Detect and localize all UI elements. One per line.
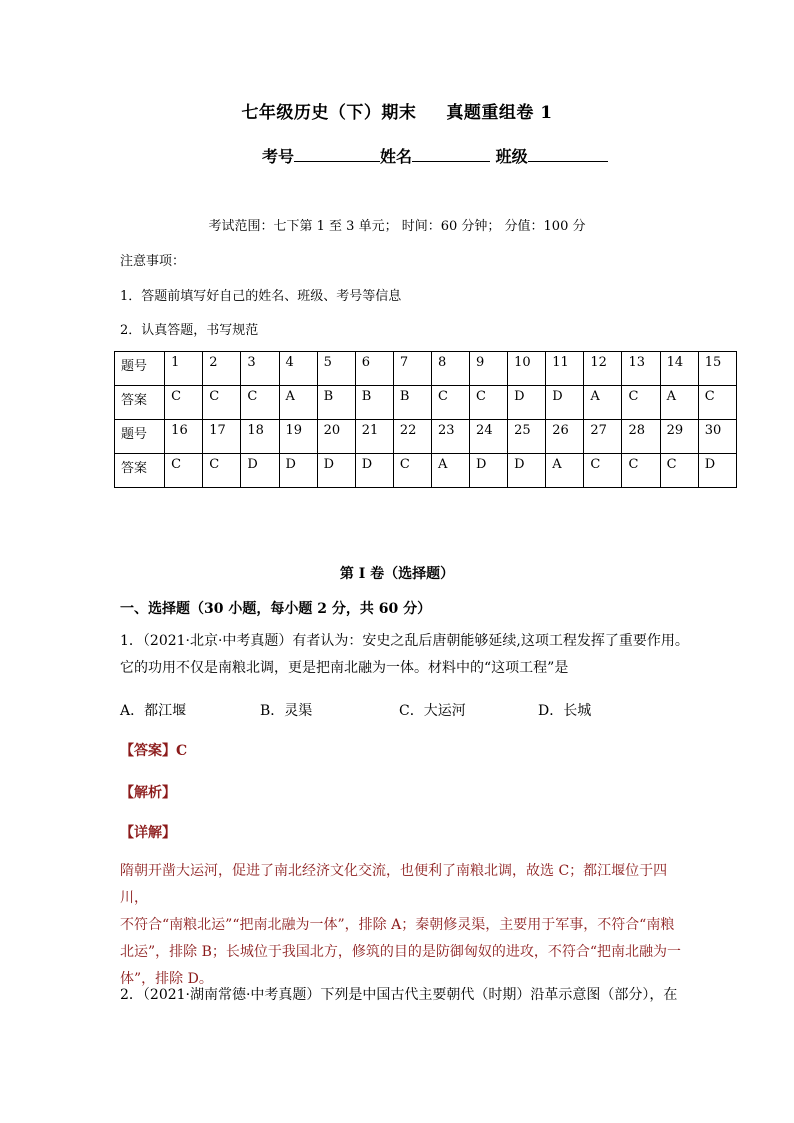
detail-tag: 【详解】 xyxy=(120,825,176,841)
table-cell: 21 xyxy=(355,420,393,454)
table-cell: 20 xyxy=(317,420,355,454)
table-cell: 26 xyxy=(546,420,584,454)
option-b: B．灵渠 xyxy=(260,703,313,719)
table-cell: D xyxy=(355,454,393,488)
table-cell: 16 xyxy=(165,420,203,454)
student-info-line xyxy=(262,144,608,167)
question-1-options xyxy=(120,700,591,720)
table-cell: 8 xyxy=(431,352,469,386)
table-cell: 25 xyxy=(508,420,546,454)
exam-title-right: 真题重组卷 1 xyxy=(446,103,553,123)
table-cell: 5 xyxy=(317,352,355,386)
analysis-tag: 【解析】 xyxy=(120,785,176,801)
table-cell: 22 xyxy=(393,420,431,454)
exam-scope-line: 考试范围：七下第 1 至 3 单元； 时间：60 分钟； 分值：100 分 xyxy=(208,219,586,234)
table-row-numbers-1 xyxy=(115,352,737,386)
table-cell: A xyxy=(546,454,584,488)
exam-title-left: 七年级历史（下）期末 xyxy=(241,103,417,123)
table-cell: C xyxy=(203,454,241,488)
name-label: 姓名 xyxy=(380,147,413,166)
table-cell: C xyxy=(431,386,469,420)
notes-heading: 注意事项： xyxy=(120,254,186,269)
table-cell: D xyxy=(279,454,317,488)
note-item-1: 1．答题前填写好自己的姓名、班级、考号等信息 xyxy=(120,289,402,304)
table-cell: B xyxy=(317,386,355,420)
table-row-label: 答案 xyxy=(115,386,165,420)
table-cell: A xyxy=(431,454,469,488)
table-cell: 15 xyxy=(698,352,736,386)
table-cell: 28 xyxy=(622,420,660,454)
table-cell: 12 xyxy=(584,352,622,386)
table-cell: 11 xyxy=(546,352,584,386)
exam-title xyxy=(0,98,794,123)
table-cell: D xyxy=(508,454,546,488)
explanation-line: 北运”，排除 B；长城位于我国北方，修筑的目的是防御匈奴的进攻，不符合“把南北融为一 xyxy=(120,944,682,960)
table-cell: 19 xyxy=(279,420,317,454)
table-cell: 1 xyxy=(165,352,203,386)
table-row-label: 题号 xyxy=(115,352,165,386)
answer-tag: 【答案】C xyxy=(120,743,188,759)
name-blank[interactable] xyxy=(412,145,490,162)
explanation-line: 体”，排除 D。 xyxy=(120,971,213,987)
table-cell: D xyxy=(698,454,736,488)
table-row-numbers-2 xyxy=(115,420,737,454)
part-title: 一、选择题（30 小题，每小题 2 分，共 60 分） xyxy=(120,601,432,617)
table-cell: 2 xyxy=(203,352,241,386)
table-cell: 23 xyxy=(431,420,469,454)
table-cell: 13 xyxy=(622,352,660,386)
question-1-explanation xyxy=(120,858,695,993)
table-cell: C xyxy=(622,386,660,420)
class-blank[interactable] xyxy=(528,145,608,162)
table-cell: D xyxy=(241,454,279,488)
table-cell: D xyxy=(317,454,355,488)
question-1-text xyxy=(120,628,690,682)
table-cell: 27 xyxy=(584,420,622,454)
explanation-line: 不符合“南粮北运”“把南北融为一体”，排除 A；秦朝修灵渠，主要用于军事，不符合“南粮 xyxy=(120,917,675,933)
table-cell: 14 xyxy=(660,352,698,386)
table-cell: 24 xyxy=(470,420,508,454)
note-item-2: 2．认真答题，书写规范 xyxy=(120,323,259,338)
option-a: A．都江堰 xyxy=(120,703,187,719)
exam-no-blank[interactable] xyxy=(294,145,380,162)
class-label: 班级 xyxy=(495,147,528,166)
table-cell: 29 xyxy=(660,420,698,454)
table-cell: 7 xyxy=(393,352,431,386)
table-row-answers-1 xyxy=(115,386,737,420)
table-cell: 30 xyxy=(698,420,736,454)
answer-table xyxy=(114,351,737,488)
table-cell: B xyxy=(355,386,393,420)
table-cell: C xyxy=(660,454,698,488)
table-cell: D xyxy=(508,386,546,420)
table-cell: C xyxy=(165,454,203,488)
table-cell: D xyxy=(546,386,584,420)
question-1-line-2: 它的功用不仅是南粮北调，更是把南北融为一体。材料中的“这项工程”是 xyxy=(120,660,569,676)
table-cell: 3 xyxy=(241,352,279,386)
table-cell: A xyxy=(279,386,317,420)
section-title: 第 I 卷（选择题） xyxy=(339,566,455,582)
table-cell: 9 xyxy=(470,352,508,386)
explanation-line: 隋朝开凿大运河，促进了南北经济文化交流，也便利了南粮北调，故选 C；都江堰位于四川， xyxy=(120,863,668,906)
table-cell: B xyxy=(393,386,431,420)
table-cell: C xyxy=(470,386,508,420)
table-row-label: 题号 xyxy=(115,420,165,454)
table-cell: C xyxy=(584,454,622,488)
table-cell: 4 xyxy=(279,352,317,386)
table-cell: 6 xyxy=(355,352,393,386)
exam-no-label: 考号 xyxy=(262,147,295,166)
table-cell: C xyxy=(698,386,736,420)
table-cell: A xyxy=(584,386,622,420)
question-2-text: 2．（2021·湖南常德·中考真题）下列是中国古代主要朝代（时期）沿革示意图（部分），在 xyxy=(120,987,678,1003)
table-cell: C xyxy=(203,386,241,420)
table-cell: C xyxy=(165,386,203,420)
table-cell: A xyxy=(660,386,698,420)
table-cell: 18 xyxy=(241,420,279,454)
table-cell: C xyxy=(393,454,431,488)
table-cell: 10 xyxy=(508,352,546,386)
option-c: C．大运河 xyxy=(399,703,466,719)
table-row-label: 答案 xyxy=(115,454,165,488)
table-cell: C xyxy=(622,454,660,488)
question-1-line-1: 1．（2021·北京·中考真题）有者认为：安史之乱后唐朝能够延续,这项工程发挥了重要作用。 xyxy=(120,633,689,649)
table-cell: 17 xyxy=(203,420,241,454)
table-row-answers-2 xyxy=(115,454,737,488)
option-d: D．长城 xyxy=(538,703,592,719)
table-cell: D xyxy=(470,454,508,488)
table-cell: C xyxy=(241,386,279,420)
